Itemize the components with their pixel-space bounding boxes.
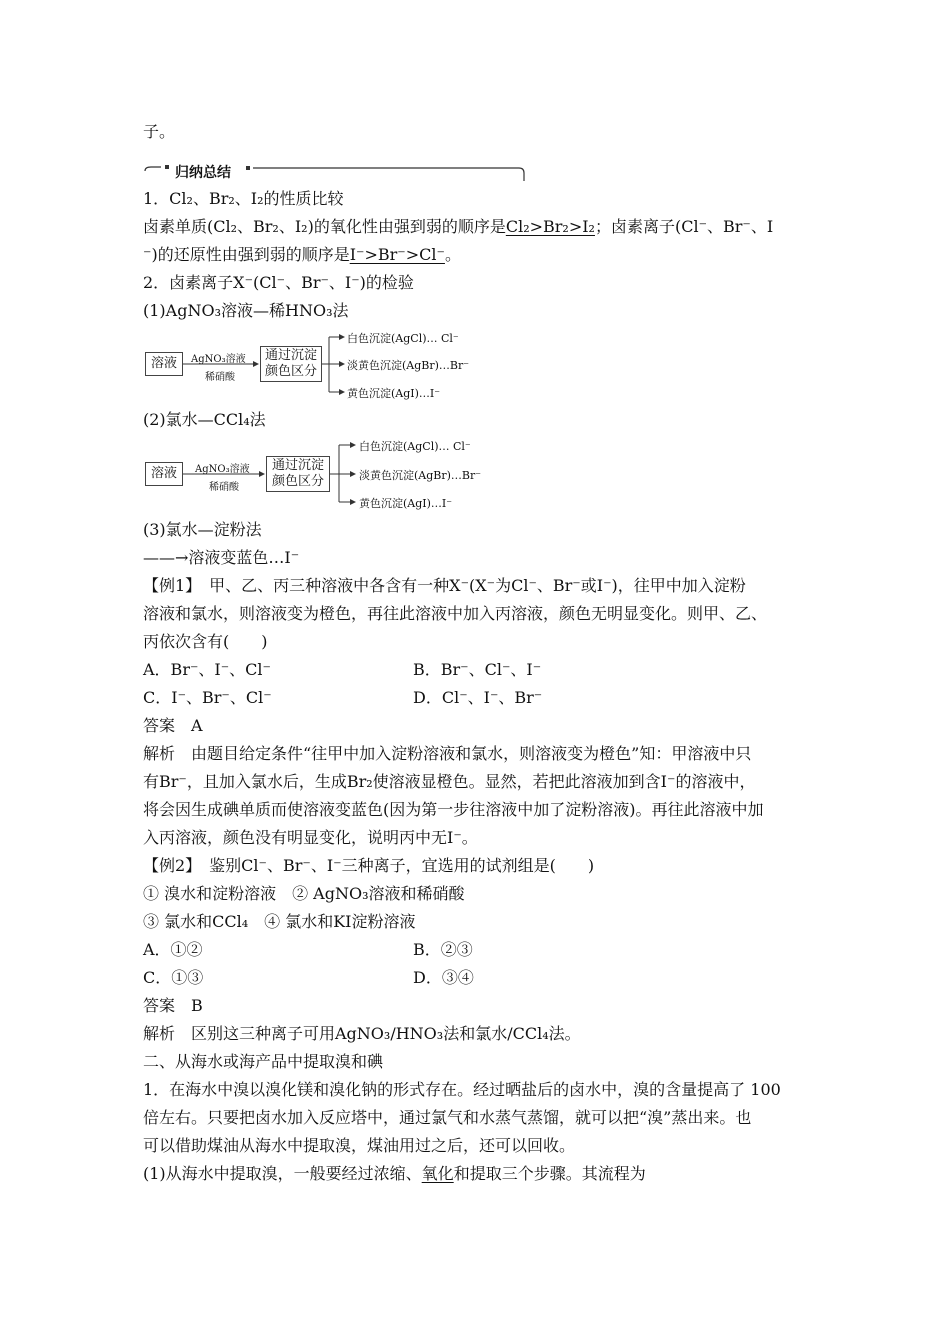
option-c: C．I⁻、Br⁻、Cl⁻: [143, 688, 272, 707]
option-d: D．Cl⁻、I⁻、Br⁻: [413, 688, 543, 707]
option-b: B．②③: [413, 940, 473, 959]
result-label: 黄色沉淀(AgI)…I⁻: [359, 497, 453, 510]
section-title: 2．卤素离子X⁻(Cl⁻、Br⁻、I⁻)的检验: [143, 273, 414, 292]
text-line: 1．在海水中溴以溴化镁和溴化钠的形式存在。经过晒盐后的卤水中，溴的含量提高了 100: [143, 1080, 781, 1099]
analysis-line: 将会因生成碘单质而使溶液变蓝色(因为第一步往溶液中加了淀粉溶液)。再往此溶液中加: [143, 800, 764, 819]
section-heading: 二、从海水或海产品中提取溴和碘: [143, 1052, 384, 1071]
method-title: (1)AgNO₃溶液—稀HNO₃法: [143, 301, 349, 320]
answer-underline: Cl₂>Br₂>I₂: [505, 217, 595, 236]
example-1-text: 溶液和氯水，则溶液变为橙色，再往此溶液中加入丙溶液，颜色无明显变化。则甲、乙、: [143, 604, 768, 623]
method-title: (3)氯水—淀粉法: [143, 520, 262, 539]
text-line: 可以借助煤油从海水中提取溴，煤油用过之后，还可以回收。: [143, 1136, 576, 1155]
summary-header-title: 归纳总结: [175, 165, 231, 181]
result-label: 淡黄色沉淀(AgBr)…Br⁻: [359, 469, 482, 482]
flow-diagram-2: [143, 436, 513, 514]
text-line: 倍左右。只要把卤水加入反应塔中，通过氯气和水蒸气蒸馏，就可以把“溴”蒸出来。也: [143, 1108, 752, 1127]
analysis-line: 入丙溶液，颜色没有明显变化，说明丙中无I⁻。: [143, 828, 478, 847]
result-label: 白色沉淀(AgCl)… Cl⁻: [359, 440, 471, 453]
example-1-text: 丙依次含有( ): [143, 632, 268, 651]
text-line: (1)从海水中提取溴，一般要经过浓缩、氧化和提取三个步骤。其流程为: [143, 1164, 646, 1183]
option-a: A．Br⁻、I⁻、Cl⁻: [143, 660, 271, 679]
flow-diagram-1: [143, 326, 503, 404]
option-c: C．①③: [143, 968, 204, 987]
result-label: 淡黄色沉淀(AgBr)…Br⁻: [347, 359, 470, 372]
distinguish-box: 通过沉淀颜色区分: [260, 346, 322, 382]
reagent-label: AgNO₃溶液: [191, 354, 246, 365]
option-d: D．③④: [413, 968, 474, 987]
option-b: B．Br⁻、Cl⁻、I⁻: [413, 660, 542, 679]
method-result: ——→溶液变蓝色…I⁻: [143, 548, 300, 567]
text-line: 子。: [143, 122, 176, 141]
reagent-label: AgNO₃溶液: [195, 464, 250, 475]
example-2-text: ③ 氯水和CCl₄ ④ 氯水和KI淀粉溶液: [143, 912, 416, 931]
example-2-text: 【例2】 鉴别Cl⁻、Br⁻、I⁻三种离子，宜选用的试剂组是( ): [143, 856, 595, 875]
section-title: 1．Cl₂、Br₂、I₂的性质比较: [143, 189, 344, 208]
example-2-text: ① 溴水和淀粉溶液 ② AgNO₃溶液和稀硝酸: [143, 884, 465, 903]
result-label: 黄色沉淀(AgI)…I⁻: [347, 387, 441, 400]
method-title: (2)氯水—CCl₄法: [143, 410, 266, 429]
result-label: 白色沉淀(AgCl)… Cl⁻: [347, 332, 459, 345]
reagent-label: 稀硝酸: [209, 482, 239, 493]
answer-underline: 氧化: [421, 1164, 454, 1183]
text-line: ⁻)的还原性由强到弱的顺序是I⁻>Br⁻>Cl⁻。: [143, 245, 461, 264]
analysis-line: 解析 区别这三种离子可用AgNO₃/HNO₃法和氯水/CCl₄法。: [143, 1024, 581, 1043]
text-line: 卤素单质(Cl₂、Br₂、I₂)的氧化性由强到弱的顺序是Cl₂>Br₂>I₂；卤素离子(Cl⁻、Br⁻、I: [143, 217, 774, 236]
answer-line: 答案 B: [143, 996, 203, 1015]
answer-line: 答案 A: [143, 716, 203, 735]
solution-box: 溶液: [145, 352, 183, 376]
analysis-line: 解析 由题目给定条件“往甲中加入淀粉溶液和氯水，则溶液变为橙色”知：甲溶液中只: [143, 744, 752, 763]
reagent-label: 稀硝酸: [205, 372, 235, 383]
distinguish-box: 通过沉淀颜色区分: [266, 456, 330, 492]
answer-underline: I⁻>Br⁻>Cl⁻: [349, 245, 445, 264]
summary-header: [143, 161, 526, 183]
example-1-text: 【例1】 甲、乙、丙三种溶液中各含有一种X⁻(X⁻为Cl⁻、Br⁻或I⁻)，往甲中加入淀粉: [143, 576, 746, 595]
analysis-line: 有Br⁻，且加入氯水后，生成Br₂使溶液显橙色。显然，若把此溶液加到含I⁻的溶液中，: [143, 772, 756, 791]
option-a: A．①②: [143, 940, 203, 959]
solution-box: 溶液: [145, 462, 183, 486]
